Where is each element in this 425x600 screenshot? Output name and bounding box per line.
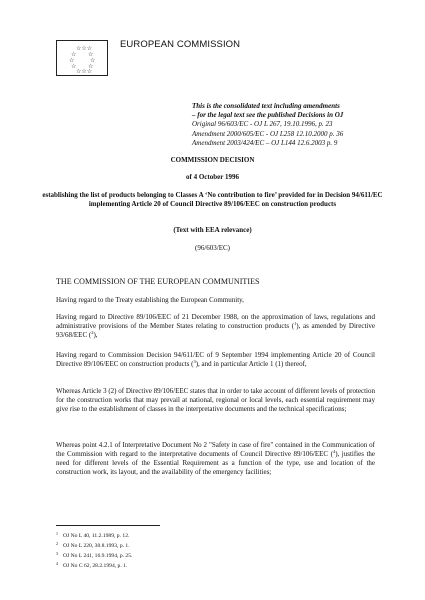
- consolidation-note-line1: This is the consolidated text including amendments: [192, 102, 340, 110]
- amendment-reference: Amendment 2003/424/EC – OJ L144 12.6.2003 p. 9: [192, 138, 338, 147]
- footnote-ref[interactable]: 1: [294, 321, 297, 326]
- decision-title: COMMISSION DECISION: [170, 156, 255, 164]
- svg-text:☆☆☆: ☆☆☆: [76, 68, 93, 75]
- svg-text:☆: ☆: [71, 63, 77, 70]
- eea-relevance: (Text with EEA relevance): [173, 226, 252, 234]
- svg-text:☆: ☆: [71, 51, 77, 58]
- eu-flag-stars-icon: [56, 40, 108, 76]
- footnote: 4 OJ No C 62, 28.2.1994, p. 1.: [56, 561, 128, 569]
- footnote-divider: [56, 525, 160, 526]
- svg-text:☆: ☆: [88, 51, 94, 58]
- svg-text:☆: ☆: [69, 57, 75, 64]
- amendment-reference: Amendment 2000/605/EC - OJ L258 12.10.2000 p. 36: [192, 129, 344, 138]
- org-name: EUROPEAN COMMISSION: [120, 39, 241, 50]
- footnote-ref[interactable]: 2: [91, 330, 94, 335]
- svg-text:☆: ☆: [90, 57, 96, 64]
- svg-text:☆: ☆: [88, 63, 94, 70]
- decision-date: of 4 October 1996: [186, 173, 239, 181]
- recital-treaty: Having regard to the Treaty establishing the European Community,: [56, 296, 244, 304]
- footnote: 3 OJ No L 241, 16.9.1994, p. 25.: [56, 551, 133, 559]
- footnote: 2 OJ No L 220, 30.8.1993, p. 1.: [56, 541, 130, 549]
- consolidation-note: [192, 102, 392, 148]
- decision-reference: (96/603/EC): [195, 244, 230, 252]
- recital-interpretative-document: Whereas point 4.2.1 of Interpretative Document No 2 "Safety in case of fire" contained in the Communication of the Commission with regard to the interpretative documents of Council Directive 89/106/EEC ($^4$), justifies the need for different levels of the Essential Requirement as a function of the type, use and location of the construction work, its layout, and the availability of the emergency facilities;: [56, 441, 375, 476]
- original-reference: Original 96/603/EC - OJ L 267, 19.10.1996, p. 23: [192, 120, 333, 129]
- recital-decision: Having regard to Commission Decision 94/611/EC of 9 September 1994 implementing Article 20 of Council Directive 89/106/EEC on construction products ($^3$), and in particular Article 1 (1) thereof,: [56, 351, 375, 368]
- footnote: 1 OJ No L 40, 11.2.1989, p. 12.: [56, 531, 130, 539]
- recital-article-3: Whereas Article 3 (2) of Directive 89/106/EEC states that in order to take account of different levels of protection for the construction works that may prevail at national, regional or local levels, each essential requirement may give rise to the establishment of classes in the interpretative documents and the technical specifications;: [56, 387, 375, 413]
- footnotes: [56, 530, 132, 570]
- consolidation-note-line2: – for the legal text see the published Decisions in OJ: [192, 111, 344, 120]
- footnote-ref[interactable]: 3: [193, 359, 196, 364]
- footnote-ref[interactable]: 4: [332, 449, 336, 454]
- decision-subject: establishing the list of products belonging to Classes A ‘No contribution to fire’ provided for in Decision 94/611/EC implementing Article 20 of Council Directive 89/106/EEC on construction products: [42, 191, 383, 208]
- svg-text:☆☆☆: ☆☆☆: [76, 45, 93, 52]
- commission-heading: THE COMMISSION OF THE EUROPEAN COMMUNITIES: [56, 277, 260, 286]
- recital-directive: Having regard to Directive 89/106/EEC of 21 December 1988, on the approximation of laws, regulations and administrative provisions of the Member States relating to construction products ($^1$), as amended by Directive 93/68/EEC ($^2$),: [56, 313, 375, 339]
